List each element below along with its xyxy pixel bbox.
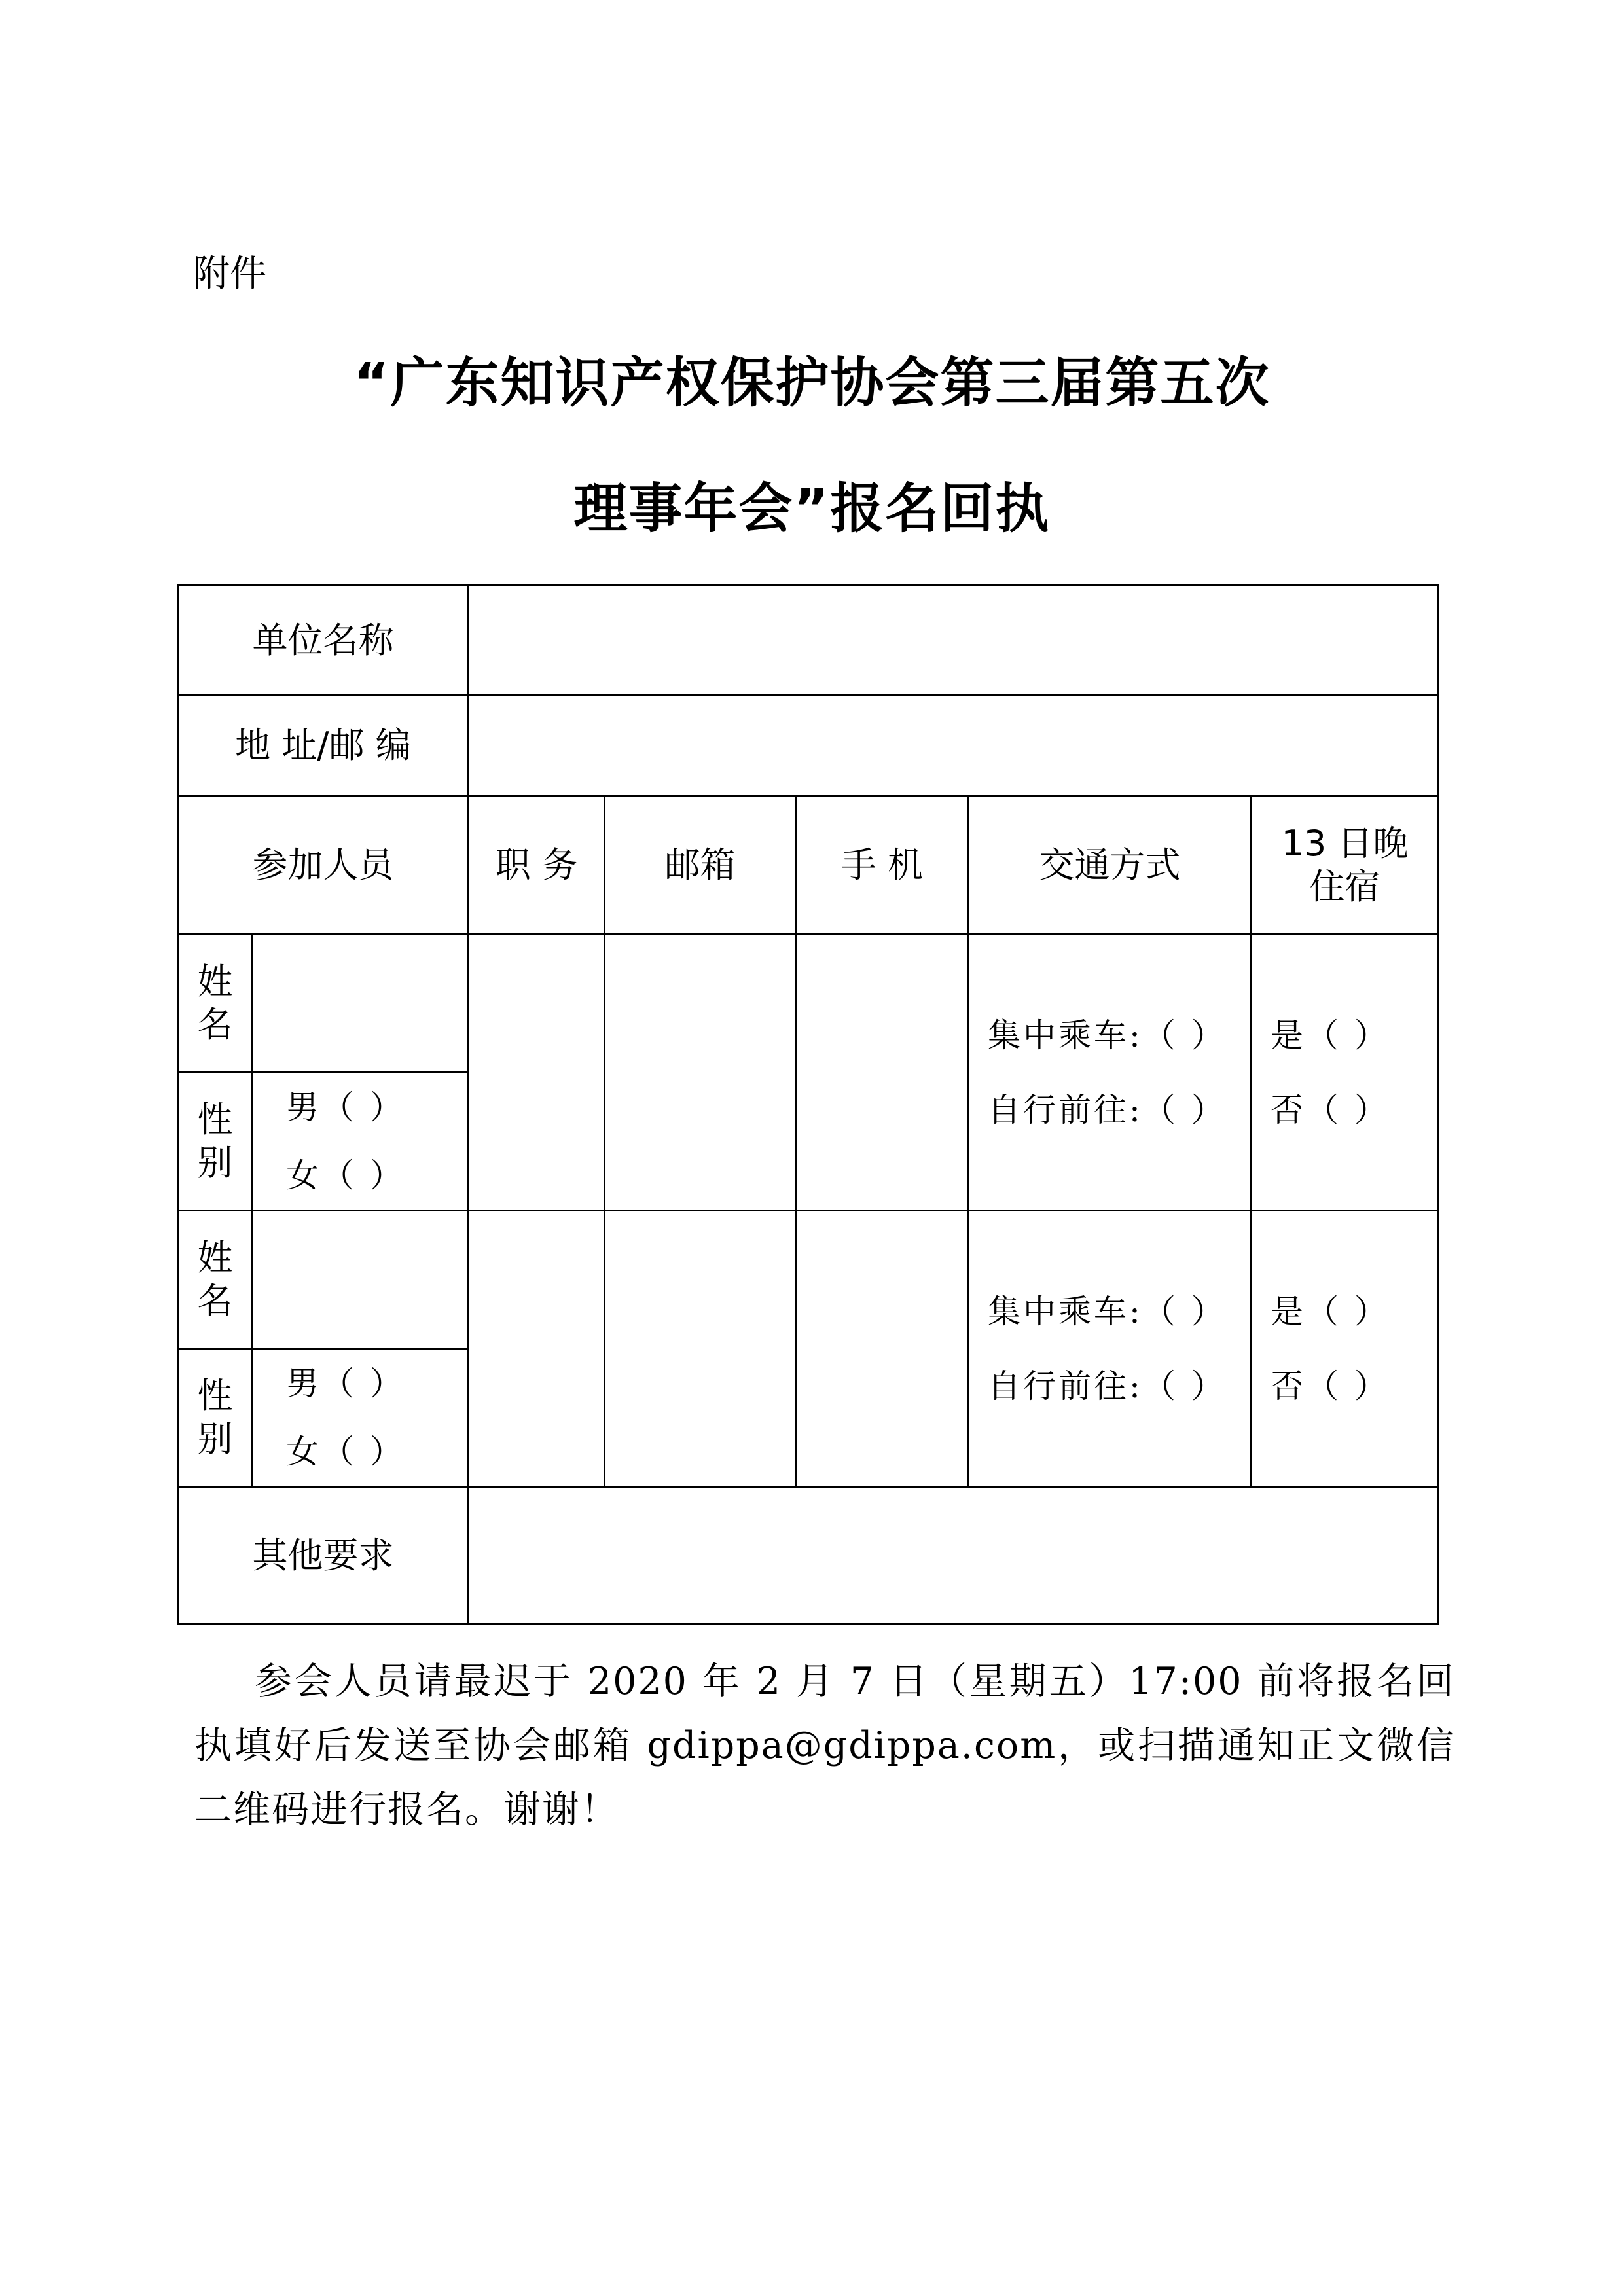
participant-1-lodging-no-option[interactable]: 否（ ） bbox=[1271, 1090, 1390, 1129]
document-title-line1: “广东知识产权保护协会第三届第五次 bbox=[353, 352, 1271, 414]
participant-2-lodging-no-option[interactable]: 否（ ） bbox=[1271, 1367, 1390, 1405]
participant-2-name-row bbox=[178, 1211, 1439, 1349]
participant-1-male-option[interactable]: 男（ ） bbox=[286, 1088, 405, 1126]
document-title-line2: 理事年会”报名回执 bbox=[573, 478, 1051, 540]
participant-2-lodging-cell bbox=[1252, 1211, 1439, 1487]
participant-2-name-field[interactable] bbox=[253, 1211, 469, 1349]
participant-1-transport-self-option[interactable]: 自行前往:（ ） bbox=[988, 1090, 1227, 1129]
unit-name-field[interactable] bbox=[469, 586, 1439, 696]
name-char1: 姓 bbox=[197, 961, 233, 1002]
participant-1-female-option[interactable]: 女（ ） bbox=[286, 1157, 405, 1194]
participant-1-lodging-yes-option[interactable]: 是（ ） bbox=[1271, 1016, 1390, 1054]
participant-2-transport-bus-option[interactable]: 集中乘车:（ ） bbox=[988, 1292, 1227, 1331]
row-other-requirements bbox=[178, 1487, 1439, 1624]
participant-1-position-field[interactable] bbox=[469, 935, 605, 1211]
gender-char1: 性 bbox=[197, 1099, 233, 1140]
participant-2-phone-field[interactable] bbox=[796, 1211, 969, 1487]
participant-1-phone-field[interactable] bbox=[796, 935, 969, 1211]
participant-1-gender-options bbox=[253, 1073, 469, 1211]
attachment-label: 附件 bbox=[193, 253, 266, 295]
lodging-header-line1: 13 日晚 bbox=[1281, 822, 1409, 864]
email-header: 邮箱 bbox=[605, 796, 796, 935]
submission-note: 参会人员请最迟于 2020 年 2 月 7 日（星期五）17:00 前将报名回执填好后发送至协会邮箱 gdippa@gdippa.com，或扫描通知正文微信二维码进行报名。谢谢！ bbox=[194, 1660, 1455, 1831]
participant-1-transport-bus-option[interactable]: 集中乘车:（ ） bbox=[988, 1016, 1227, 1054]
participant-1-name-field[interactable] bbox=[253, 935, 469, 1073]
participant-2-gender-options bbox=[253, 1349, 469, 1487]
participant-1-email-field[interactable] bbox=[605, 935, 796, 1211]
row-column-headers bbox=[178, 796, 1439, 935]
participant-2-position-field[interactable] bbox=[469, 1211, 605, 1487]
address-label: 地 址/邮 编 bbox=[178, 696, 469, 796]
lodging-header bbox=[1252, 796, 1439, 935]
participant-2-email-field[interactable] bbox=[605, 1211, 796, 1487]
participant-2-male-option[interactable]: 男（ ） bbox=[286, 1365, 405, 1403]
participants-header: 参加人员 bbox=[178, 796, 469, 935]
row-unit-name bbox=[178, 586, 1439, 696]
registration-form-table bbox=[177, 584, 1439, 1625]
participant-2-lodging-yes-option[interactable]: 是（ ） bbox=[1271, 1292, 1390, 1331]
participant-1-name-row bbox=[178, 935, 1439, 1073]
other-requirements-label: 其他要求 bbox=[178, 1487, 469, 1624]
name-label bbox=[178, 1211, 253, 1349]
name-char2: 名 bbox=[197, 1280, 233, 1321]
phone-header: 手 机 bbox=[796, 796, 969, 935]
address-field[interactable] bbox=[469, 696, 1439, 796]
unit-name-label: 单位名称 bbox=[178, 586, 469, 696]
participant-2-transport-self-option[interactable]: 自行前往:（ ） bbox=[988, 1367, 1227, 1405]
other-requirements-field[interactable] bbox=[469, 1487, 1439, 1624]
participant-1-transport-cell bbox=[969, 935, 1252, 1211]
gender-char2: 别 bbox=[197, 1418, 233, 1460]
name-char2: 名 bbox=[197, 1004, 233, 1045]
position-header: 职 务 bbox=[469, 796, 605, 935]
name-char1: 姓 bbox=[197, 1237, 233, 1278]
participant-2-female-option[interactable]: 女（ ） bbox=[286, 1433, 405, 1471]
gender-label bbox=[178, 1349, 253, 1487]
name-label bbox=[178, 935, 253, 1073]
gender-char1: 性 bbox=[197, 1375, 233, 1416]
gender-char2: 别 bbox=[197, 1142, 233, 1183]
transport-header: 交通方式 bbox=[969, 796, 1252, 935]
participant-2-transport-cell bbox=[969, 1211, 1252, 1487]
gender-label bbox=[178, 1073, 253, 1211]
lodging-header-line2: 住宿 bbox=[1309, 865, 1380, 907]
row-address bbox=[178, 696, 1439, 796]
participant-1-lodging-cell bbox=[1252, 935, 1439, 1211]
